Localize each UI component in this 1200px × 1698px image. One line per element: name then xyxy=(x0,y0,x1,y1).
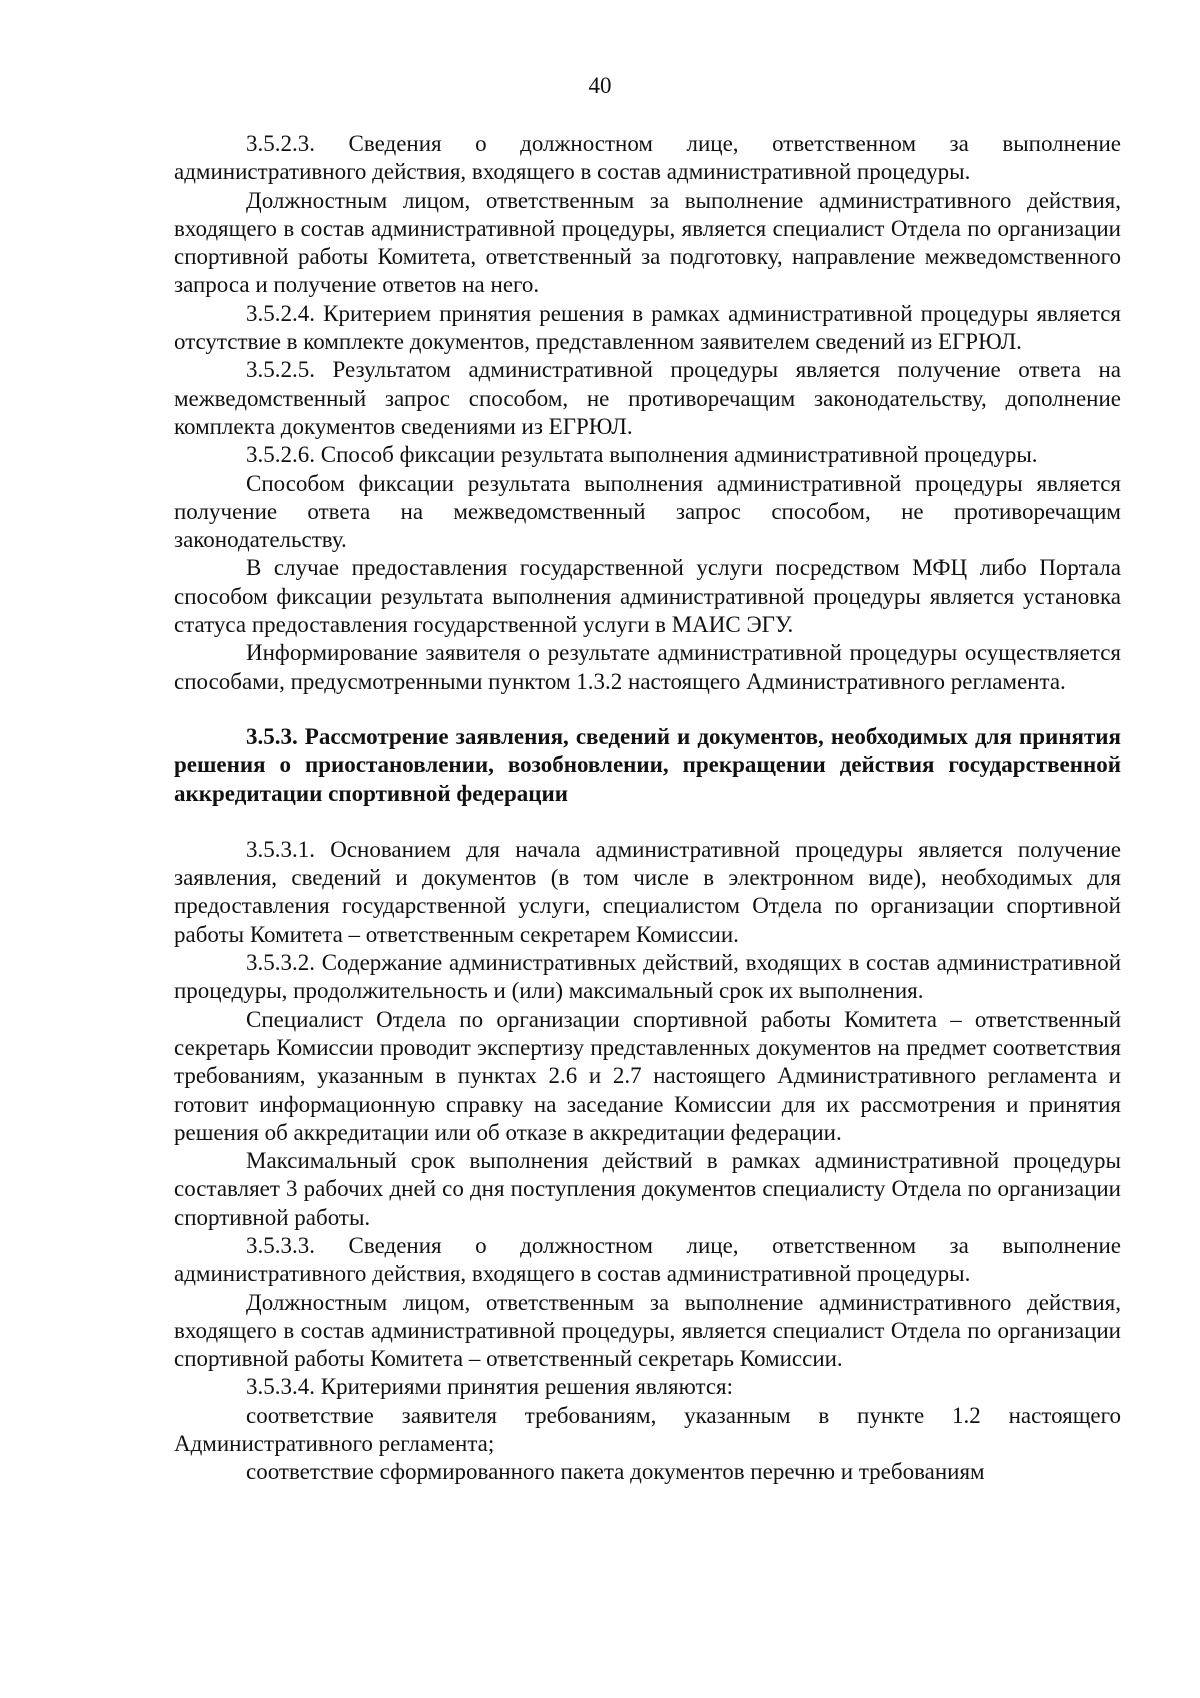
paragraph: 3.5.2.4. Критерием принятия решения в рамках административной процедуры является отсутствие в комплекте документов, представленном заявителем сведений из ЕГРЮЛ. xyxy=(174,300,1121,355)
paragraph: В случае предоставления государственной услуги посредством МФЦ либо Портала способом фиксации результата выполнения административной процедуры является установка статуса предоставления государственной услуги в МАИС ЭГУ. xyxy=(174,555,1121,638)
paragraph: 3.5.2.6. Способ фиксации результата выполнения административной процедуры. xyxy=(246,442,1038,468)
paragraph: Специалист Отдела по организации спортивной работы Комитета – ответственный секретарь Комиссии проводит экспертизу представленных документов на предмет соответствия требованиям, указанным в пунктах 2.6 и 2.7 настоящего Административного регламента и готовит информационную справку на заседание Комиссии для их рассмотрения и принятия решения об аккредитации или об отказе в аккредитации федерации. xyxy=(174,1006,1121,1145)
document-body xyxy=(174,130,1121,1487)
section-heading: 3.5.3. Рассмотрение заявления, сведений и документов, необходимых для принятия решения о приостановлении, возобновлении, прекращении действия государственной аккредитации спортивной федерации xyxy=(174,723,1121,806)
page-number: 40 xyxy=(588,73,612,98)
paragraph: 3.5.3.1. Основанием для начала административной процедуры является получение заявления, сведений и документов (в том числе в электронном виде), необходимых для предоставления государственной услуги, специалистом Отдела по организации спортивной работы Комитета – ответственным секретарем Комиссии. xyxy=(174,836,1121,947)
paragraph: соответствие заявителя требованиям, указанным в пункте 1.2 настоящего Административного регламента; xyxy=(174,1402,1121,1457)
paragraph: Должностным лицом, ответственным за выполнение административного действия, входящего в состав административной процедуры, является специалист Отдела по организации спортивной работы Комитета – ответственный секретарь Комиссии. xyxy=(174,1289,1121,1372)
paragraph: Информирование заявителя о результате административной процедуры осуществляется способами, предусмотренными пунктом 1.3.2 настоящего Административного регламента. xyxy=(174,640,1121,694)
paragraph: 3.5.3.4. Критериями принятия решения являются: xyxy=(246,1374,734,1400)
paragraph: 3.5.3.2. Содержание административных действий, входящих в состав административной процедуры, продолжительность и (или) максимальный срок их выполнения. xyxy=(174,950,1121,1004)
paragraph: Максимальный срок выполнения действий в рамках административной процедуры составляет 3 рабочих дней со дня поступления документов специалисту Отдела по организации спортивной работы. xyxy=(174,1148,1121,1230)
paragraph: Должностным лицом, ответственным за выполнение административного действия, входящего в состав административной процедуры, является специалист Отдела по организации спортивной работы Комитета, ответственный за подготовку, направление межведомственного запроса и получение ответов на него. xyxy=(174,187,1121,298)
paragraph: 3.5.2.3. Сведения о должностном лице, ответственном за выполнение административного действия, входящего в состав административной процедуры. xyxy=(174,131,1121,185)
paragraph: Способом фиксации результата выполнения административной процедуры является получение ответа на межведомственный запрос способом, не противоречащим законодательству. xyxy=(174,470,1121,553)
paragraph: 3.5.3.3. Сведения о должностном лице, ответственном за выполнение административного действия, входящего в состав административной процедуры. xyxy=(174,1232,1121,1287)
paragraph: соответствие сформированного пакета документов перечню и требованиям xyxy=(246,1459,985,1485)
paragraph: 3.5.2.5. Результатом административной процедуры является получение ответа на межведомственный запрос способом, не противоречащим законодательству, дополнение комплекта документов сведениями из ЕГРЮЛ. xyxy=(174,357,1121,439)
